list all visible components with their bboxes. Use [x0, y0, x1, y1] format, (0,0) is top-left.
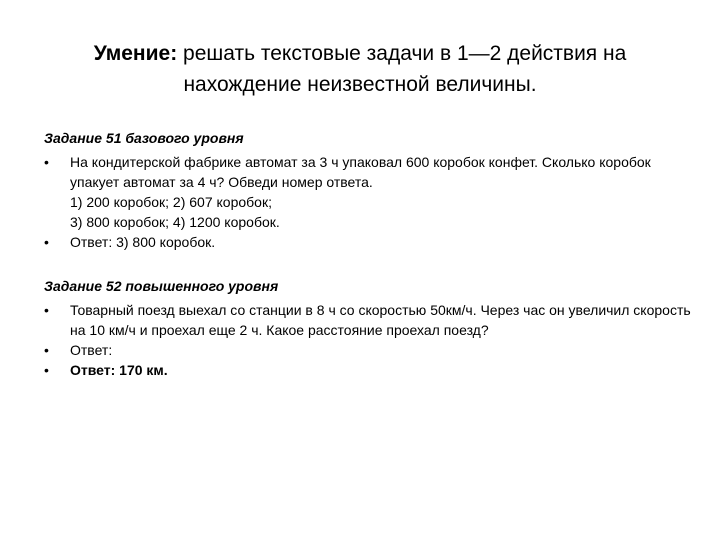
task52-problem-item: [44, 300, 694, 340]
task51-problem-item: [44, 152, 694, 232]
task51-problem: На кондитерской фабрике автомат за 3 ч упаковал 600 коробок конфет. Сколько коробок упакует автомат за 4 ч? Обведи номер ответа.: [70, 154, 651, 190]
skill-label: Умение:: [93, 42, 178, 65]
bullet: •: [44, 362, 49, 378]
task52-answer-item: [44, 360, 694, 380]
bullet: •: [44, 234, 49, 250]
title-line-2: нахождение неизвестной величины.: [183, 73, 537, 96]
slide-content: [44, 128, 694, 380]
task51-list: [44, 152, 694, 252]
task52-answer-blank-item: [44, 340, 694, 360]
task52-heading: Задание 52 повышенного уровня: [44, 278, 279, 294]
task52-list: [44, 300, 694, 380]
bullet: •: [44, 302, 49, 318]
task52-answer: Ответ: 170 км.: [70, 362, 168, 378]
title-line-1: [0, 38, 720, 69]
task51-answer-item: [44, 232, 694, 252]
bullet: •: [44, 342, 49, 358]
skill-text: решать текстовые задачи в 1—2 действия на: [183, 42, 627, 65]
task52-problem: Товарный поезд выехал со станции в 8 ч со скоростью 50км/ч. Через час он увеличил скорость на 10 км/ч и проехал еще 2 ч. Какое расстояние проехал поезд?: [70, 302, 691, 338]
task52-answer-blank: Ответ:: [70, 342, 113, 358]
slide-title: [0, 38, 720, 100]
task51-options-2: 3) 800 коробок; 4) 1200 коробок.: [70, 214, 280, 230]
spacer: [44, 252, 694, 276]
task51-heading: Задание 51 базового уровня: [44, 130, 244, 146]
task51-options-1: 1) 200 коробок; 2) 607 коробок;: [70, 194, 272, 210]
task51-answer: Ответ: 3) 800 коробок.: [70, 234, 216, 250]
bullet: •: [44, 154, 49, 170]
